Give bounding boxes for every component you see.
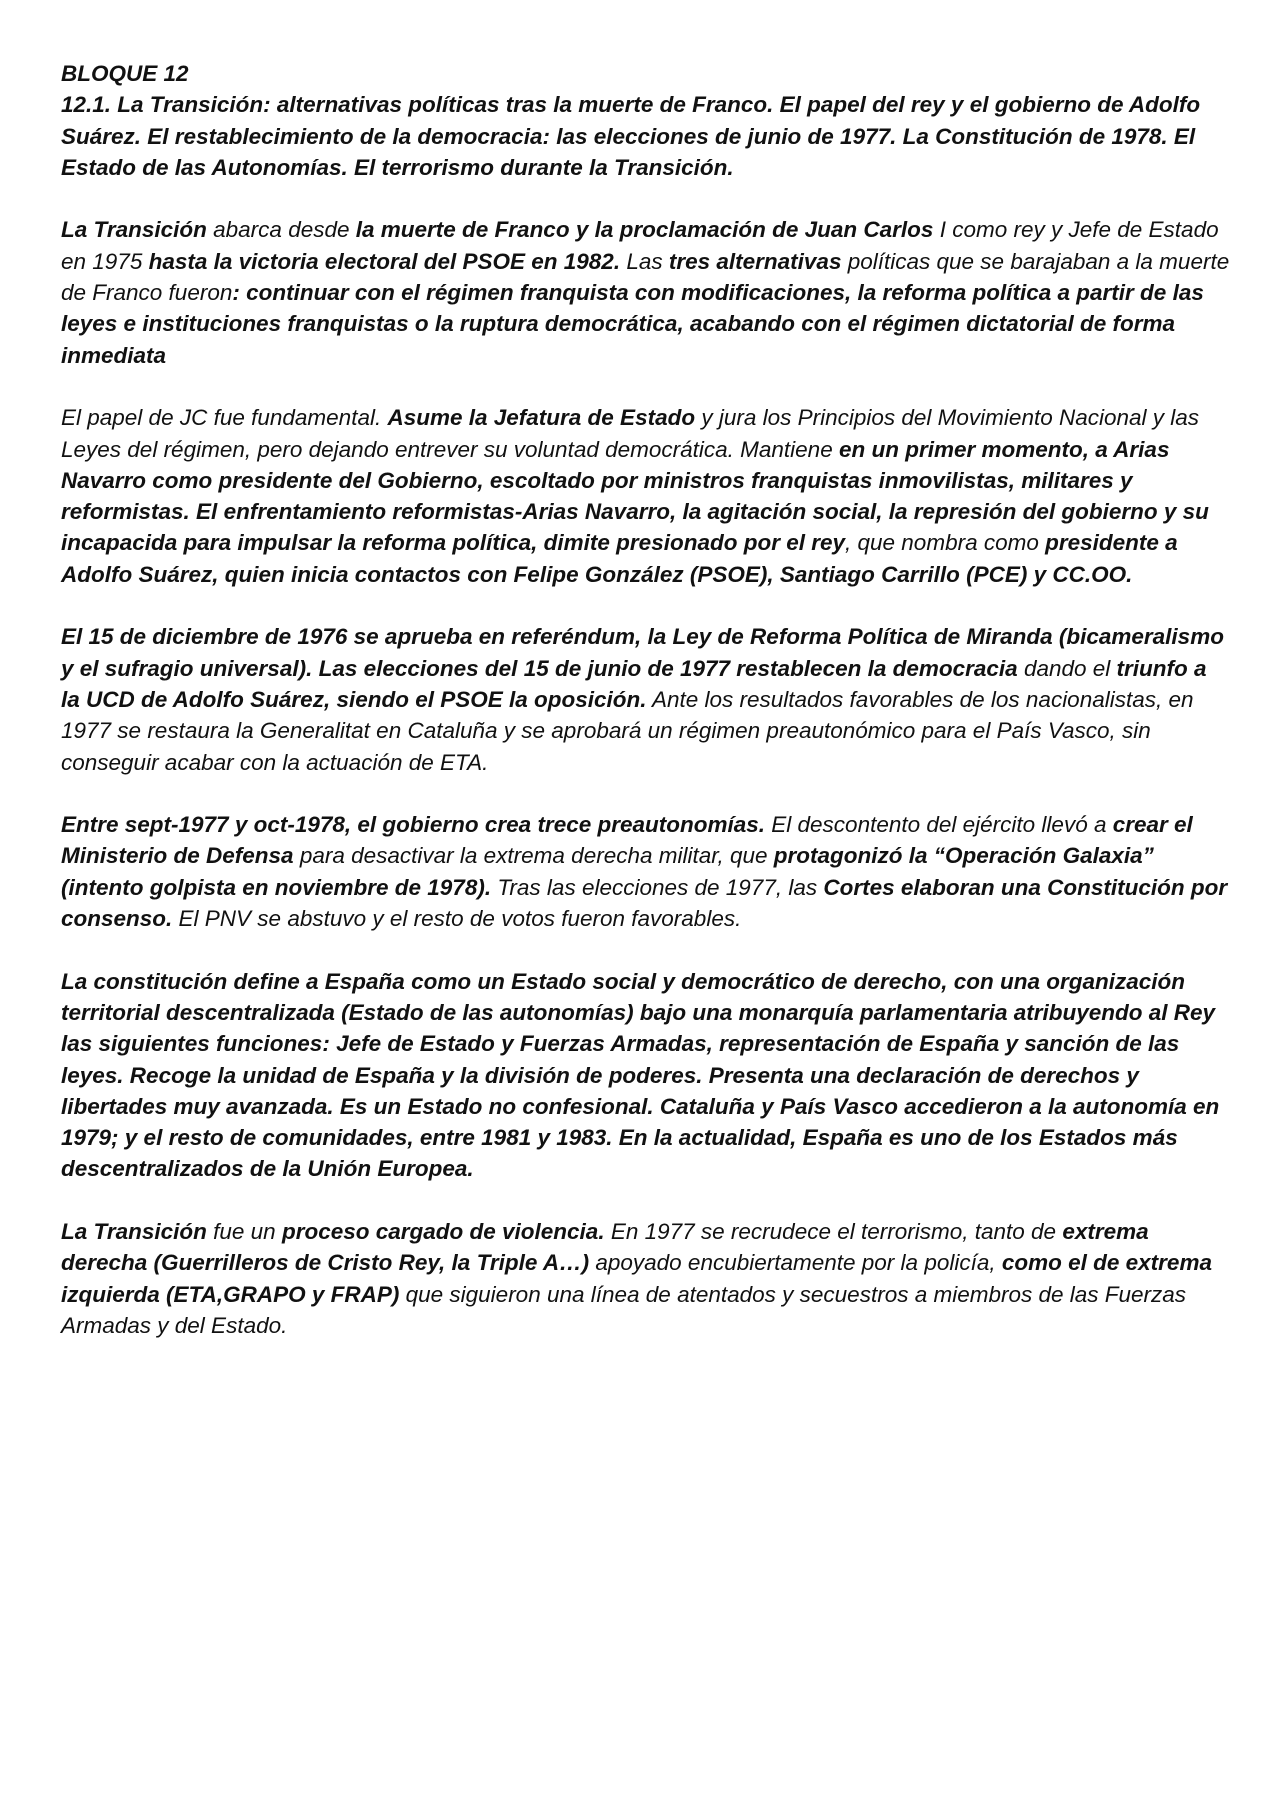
text-run: Asume la Jefatura de Estado: [387, 405, 696, 431]
body-text: [61, 214, 1231, 1341]
text-run: La Transición: [61, 1218, 207, 1244]
block-title: BLOQUE 12: [61, 61, 189, 86]
paragraph-1: [61, 214, 1231, 370]
text-run: : continuar con el régimen franquista con modificaciones, la reforma política a partir de las leyes e instituciones franquistas o la ruptura democrática, acabando con el régimen dictatorial de forma inmediata: [61, 280, 1204, 368]
text-run: proceso cargado de violencia.: [281, 1218, 605, 1244]
paragraph-5: [61, 966, 1231, 1185]
text-run: La constitución define a España como un Estado social y democrático de derecho, con una organización territorial descentralizada (Estado de las autonomías) bajo una monarquía parlamentaria atribuyendo al Rey las siguientes funciones: Jefe de Estado y Fuerzas Armadas, representación de España y sanción de las leyes. Recoge la unidad de España y la división de poderes. Presenta una declaración de derechos y libertades muy avanzada. Es un Estado no confesional. Cataluña y País Vasco accedieron a la autonomía en 1979; y el resto de comunidades, entre 1981 y 1983. En la actualidad, España es uno de los Estados más descentralizados de la Unión Europea.: [61, 968, 1220, 1182]
topic-heading: 12.1. La Transición: alternativas políticas tras la muerte de Franco. El papel del rey y el gobierno de Adolfo Suárez. El restablecimiento de la democracia: las elecciones de junio de 1977. La Constitución de 1978. El Estado de las Autonomías. El terrorismo durante la Transición.: [61, 92, 1201, 180]
text-run: en un primer momento, a Arias Navarro como presidente del Gobierno, escoltado por ministros franquistas inmovilistas, militares y reformistas. El enfrentamiento reformistas-Arias Navarro, la agitación social, la represión del gobierno y su incapacida para impulsar la reforma política, dimite presionado por el rey: [61, 436, 1209, 556]
paragraph-2: [61, 402, 1231, 590]
text-run: la muerte de Franco y la proclamación de Juan Carlos: [355, 217, 934, 243]
text-run: crear el Ministerio de Defensa: [61, 812, 1193, 869]
text-run: hasta la victoria electoral del PSOE en 1982.: [148, 248, 621, 274]
document-page: [61, 58, 1231, 1341]
text-run: Cortes elaboran una Constitución por consenso.: [61, 874, 1228, 932]
text-run: La Transición: [61, 217, 207, 243]
text-run: El 15 de diciembre de 1976 se aprueba en referéndum, la Ley de Reforma Política de Miranda (bicameralismo y el sufragio universal). Las elecciones del 15 de junio de 1977 restablecen la democracia: [61, 624, 1224, 681]
text-run: políticas que se barajaban a la muerte de Franco fueron: [61, 248, 1230, 306]
text-run: y jura los Principios del Movimiento Nacional y las Leyes del régimen, pero dejando entrever su voluntad democrática. Mantiene: [61, 405, 1200, 462]
document-heading: [61, 58, 1231, 183]
text-run: fue un: [206, 1218, 282, 1244]
paragraph-4: [61, 809, 1231, 934]
text-run: abarca desde: [206, 217, 356, 243]
paragraph-6: [61, 1216, 1231, 1341]
text-run: Tras las elecciones de 1977, las: [491, 874, 824, 900]
text-run: tres alternativas: [668, 248, 842, 274]
text-run: I como rey y Jefe de Estado en 1975: [61, 217, 1219, 274]
text-run: Las: [620, 248, 669, 274]
text-run: para desactivar la extrema derecha militar, que: [293, 843, 774, 869]
text-run: dando el: [1017, 655, 1117, 681]
text-run: En 1977 se recrudece el terrorismo, tanto de: [604, 1218, 1063, 1244]
text-run: Ante los resultados favorables de los nacionalistas, en 1977 se restaura la Generalitat en Cataluña y se aprobará un régimen preautonómico para el País Vasco, sin conseguir acabar con la actuación de ETA.: [61, 686, 1194, 775]
text-run: protagonizó la “Operación Galaxia” (intento golpista en noviembre de 1978).: [61, 843, 1154, 900]
text-run: Entre sept-1977 y oct-1978, el gobierno crea trece preautonomías.: [61, 812, 766, 838]
text-run: apoyado encubiertamente por la policía,: [589, 1250, 1002, 1276]
text-run: presidente a Adolfo Suárez, quien inicia contactos con Felipe González (PSOE), Santiago Carrillo (PCE) y CC.OO.: [61, 530, 1178, 587]
text-run: , que nombra como: [845, 530, 1046, 556]
text-run: El PNV se abstuvo y el resto de votos fueron favorables.: [172, 906, 742, 932]
text-run: El descontento del ejército llevó a: [765, 812, 1113, 838]
text-run: triunfo a la UCD de Adolfo Suárez, siendo el PSOE la oposición.: [61, 655, 1207, 712]
text-run: El papel de JC fue fundamental.: [61, 405, 388, 431]
text-run: como el de extrema izquierda (ETA,GRAPO y FRAP): [61, 1250, 1212, 1307]
paragraph-3: [61, 621, 1231, 777]
text-run: que siguieron una línea de atentados y secuestros a miembros de las Fuerzas Armadas y del Estado.: [61, 1281, 1187, 1338]
text-run: extrema derecha (Guerrilleros de Cristo Rey, la Triple A…): [61, 1218, 1149, 1276]
